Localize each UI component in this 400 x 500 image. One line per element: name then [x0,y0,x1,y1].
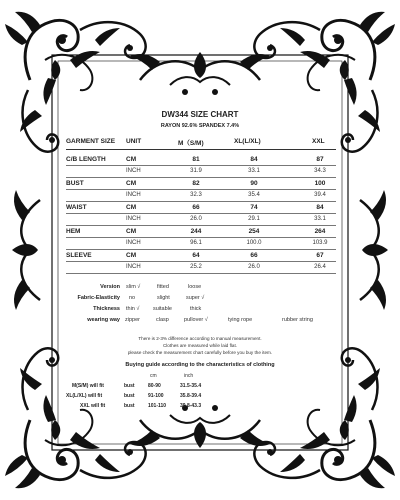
property-option: thick [190,306,202,312]
property-label: wearing way [87,317,120,323]
unit-inch: INCH [126,216,141,222]
row-rule [66,261,336,262]
cell-m-inch: 25.2 [190,264,202,270]
cell-xl-cm: 66 [250,252,258,259]
cell-xl-inch: 100.0 [246,240,262,246]
chart-title: DW344 SIZE CHART [161,110,239,119]
property-option: no [129,295,136,301]
cell-xxl-cm: 87 [316,156,324,163]
material-composition: RAYON 92.6% SPANDEX 7.4% [160,123,240,129]
header-size-m: M（S/M) [178,140,204,147]
row-rule [66,165,336,166]
row-label: BUST [66,180,84,187]
unit-cm: CM [126,228,137,235]
property-option: loose [188,284,202,290]
cell-m-cm: 82 [192,180,200,187]
cell-m-cm: 81 [192,156,200,163]
row-rule [66,213,336,214]
header-size-xl: XL(L/XL) [234,138,261,145]
row-rule [66,189,336,190]
cell-m-inch: 32.3 [190,192,202,198]
cell-xl-cm: 84 [250,156,258,163]
property-option: pullover √ [184,317,208,323]
unit-cm: CM [126,252,137,259]
property-option: super √ [186,295,205,301]
guide-inch-head: inch [184,373,194,379]
row-label: SLEEVE [66,252,92,259]
cell-m-inch: 31.9 [190,168,202,174]
cell-m-cm: 64 [192,252,200,259]
cell-xl-inch: 35.4 [248,192,260,198]
cell-xxl-cm: 84 [316,204,324,211]
unit-cm: CM [126,204,137,211]
cell-m-inch: 96.1 [190,240,202,246]
row-rule [66,249,336,250]
header-unit: UNIT [126,138,142,145]
row-rule [66,237,336,238]
unit-inch: INCH [126,264,141,270]
cell-xxl-cm: 264 [314,228,326,235]
cell-xxl-inch: 103.9 [312,240,328,246]
measurement-note: Clothes are measured while laid flat. [162,343,238,348]
property-option: slim √ [126,284,141,290]
property-option: clasp [156,317,169,323]
row-rule [66,177,336,178]
guide-size: XL(L/XL) will fit [66,393,103,399]
cell-xxl-inch: 34.3 [314,168,326,174]
unit-inch: INCH [126,192,141,198]
cell-xxl-cm: 100 [314,180,326,187]
cell-xl-cm: 74 [250,204,258,211]
guide-size: M(S/M) will fit [72,383,104,389]
measurement-note: There is 2-3% difference according to manual measurement. [138,336,262,341]
guide-cm: 80-90 [148,383,161,389]
cell-xl-cm: 90 [250,180,258,187]
unit-cm: CM [126,156,137,163]
cell-m-cm: 66 [192,204,200,211]
cell-m-cm: 244 [190,228,202,235]
guide-cm-head: cm [150,373,157,379]
header-size-xxl: XXL [312,138,325,145]
row-label: WAIST [66,204,87,211]
cell-xxl-inch: 26.4 [314,264,326,270]
property-label: Fabric-Elasticity [77,295,120,301]
guide-inch: 31.5-35.4 [180,383,202,389]
property-option: thin √ [126,306,140,312]
guide-part: bust [124,393,135,399]
unit-cm: CM [126,180,137,187]
property-option: zipper [125,317,140,323]
header-garment-size: GARMENT SIZE [66,138,116,145]
cell-xl-inch: 33.1 [248,168,260,174]
guide-inch: 35.8-39.4 [180,393,202,399]
cell-xxl-cm: 67 [316,252,324,259]
property-option: slight [157,295,170,301]
property-option: tying rope [228,317,253,323]
measurement-note: please check the measurement chart carefully before you buy the item. [127,350,273,355]
cell-xxl-inch: 39.4 [314,192,326,198]
row-label: HEM [66,228,81,235]
unit-inch: INCH [126,240,141,246]
unit-inch: INCH [126,168,141,174]
cell-xxl-inch: 33.1 [314,216,326,222]
property-option: rubber string [282,317,313,323]
guide-cm: 101-110 [148,403,167,409]
cell-xl-cm: 254 [248,228,260,235]
row-rule [66,273,336,274]
guide-size: XXL will fit [80,403,106,409]
guide-part: bust [124,383,135,389]
property-option: suitable [153,306,172,312]
cell-xl-inch: 26.0 [248,264,260,270]
header-rule [66,149,336,150]
cell-m-inch: 26.0 [190,216,202,222]
guide-cm: 91-100 [148,393,164,399]
row-rule [66,225,336,226]
row-rule [66,201,336,202]
property-label: Thickness [93,306,120,312]
guide-inch: 39.8-43.3 [180,403,202,409]
buying-guide-title: Buying guide according to the characteristics of clothing [125,362,275,368]
row-label: C/B LENGTH [66,156,106,163]
guide-part: bust [124,403,135,409]
property-label: Version [100,284,120,290]
cell-xl-inch: 29.1 [248,216,260,222]
property-option: fitted [157,284,169,290]
